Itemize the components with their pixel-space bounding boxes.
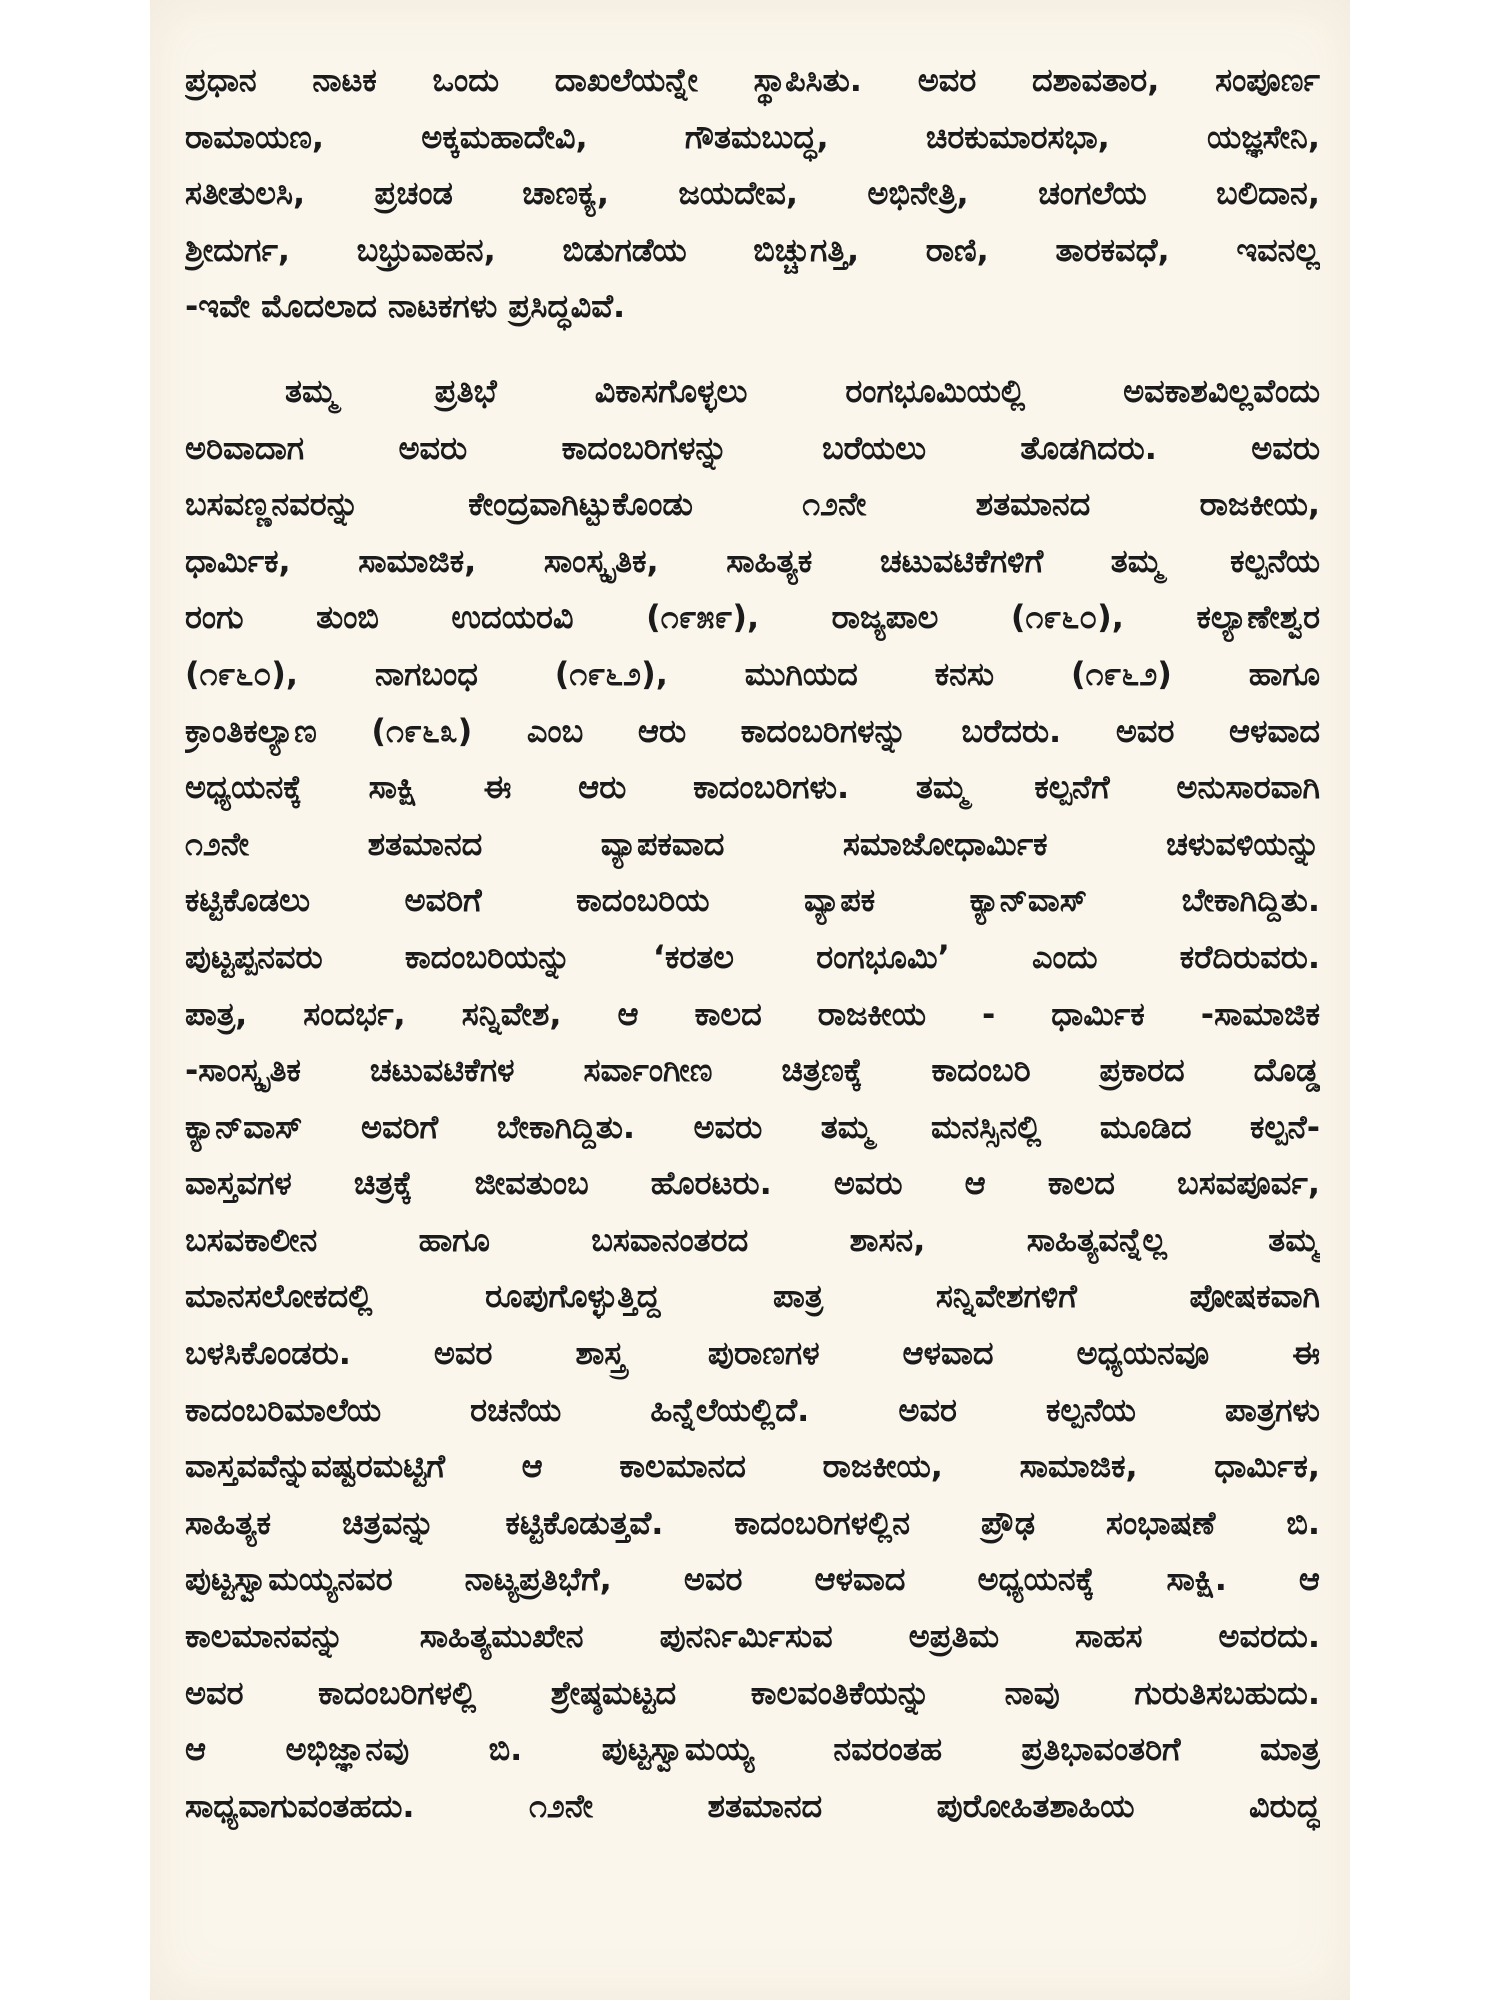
text-line: ಬಳಸಿಕೊಂಡರು. ಅವರ ಶಾಸ್ತ್ರ ಪುರಾಣಗಳ ಆಳವಾದ ಅಧ್ಯಯನವೂ ಈ [185, 1334, 1320, 1373]
text-line: ರಂಗು ತುಂಬಿ ಉದಯರವಿ (೧೯೫೯), ರಾಜ್ಯಪಾಲ (೧೯೬೦), ಕಲ್ಯಾಣೇಶ್ವರ [185, 598, 1320, 637]
text-line: ಶ್ರೀದುರ್ಗ, ಬಭ್ರುವಾಹನ, ಬಿಡುಗಡೆಯ ಬಿಚ್ಚುಗತ್ತಿ, ರಾಣಿ, ತಾರಕವಧೆ, ಇವನಲ್ಲ [185, 230, 1320, 269]
text-line: ಸಾಧ್ಯವಾಗುವಂತಹದು. ೧೨ನೇ ಶತಮಾನದ ಪುರೋಹಿತಶಾಹಿಯ ವಿರುದ್ಧ [185, 1786, 1320, 1825]
text-line: ಕ್ರಾಂತಿಕಲ್ಯಾಣ (೧೯೬೩) ಎಂಬ ಆರು ಕಾದಂಬರಿಗಳನ್ನು ಬರೆದರು. ಅವರ ಆಳವಾದ [185, 711, 1320, 750]
text-line: ವಾಸ್ತವಗಳ ಚಿತ್ರಕ್ಕೆ ಜೀವತುಂಬ ಹೊರಟರು. ಅವರು ಆ ಕಾಲದ ಬಸವಪೂರ್ವ, [185, 1164, 1320, 1203]
text-line: ವಾಸ್ತವವೆನ್ನುವಷ್ಟರಮಟ್ಟಿಗೆ ಆ ಕಾಲಮಾನದ ರಾಜಕೀಯ, ಸಾಮಾಜಿಕ, ಧಾರ್ಮಿಕ, [185, 1447, 1320, 1486]
paragraph-1 [185, 52, 1320, 335]
text-line: ಆ ಅಭಿಜ್ಞಾನವು ಬಿ. ಪುಟ್ಟಸ್ವಾಮಯ್ಯ ನವರಂತಹ ಪ್ರತಿಭಾವಂತರಿಗೆ ಮಾತ್ರ [185, 1730, 1320, 1769]
text-line: ಕಾದಂಬರಿಮಾಲೆಯ ರಚನೆಯ ಹಿನ್ನೆಲೆಯಲ್ಲಿದೆ. ಅವರ ಕಲ್ಪನೆಯ ಪಾತ್ರಗಳು [185, 1390, 1320, 1429]
text-line: ೧೨ನೇ ಶತಮಾನದ ವ್ಯಾಪಕವಾದ ಸಮಾಜೋಧಾರ್ಮಿಕ ಚಳುವಳಿಯನ್ನು [185, 824, 1320, 863]
paragraph-2 [185, 363, 1320, 1834]
text-line: ಅಧ್ಯಯನಕ್ಕೆ ಸಾಕ್ಷಿ ಈ ಆರು ಕಾದಂಬರಿಗಳು. ತಮ್ಮ ಕಲ್ಪನೆಗೆ ಅನುಸಾರವಾಗಿ [185, 768, 1320, 807]
text-line: ಬಸವಕಾಲೀನ ಹಾಗೂ ಬಸವಾನಂತರದ ಶಾಸನ, ಸಾಹಿತ್ಯವನ್ನೆಲ್ಲ ತಮ್ಮ [185, 1220, 1320, 1259]
text-line: ಧಾರ್ಮಿಕ, ಸಾಮಾಜಿಕ, ಸಾಂಸ್ಕೃತಿಕ, ಸಾಹಿತ್ಯಕ ಚಟುವಟಿಕೆಗಳಿಗೆ ತಮ್ಮ ಕಲ್ಪನೆಯ [185, 541, 1320, 580]
document-body [185, 52, 1320, 1834]
text-line: ತಮ್ಮ ಪ್ರತಿಭೆ ವಿಕಾಸಗೊಳ್ಳಲು ರಂಗಭೂಮಿಯಲ್ಲಿ ಅವಕಾಶವಿಲ್ಲವೆಂದು [285, 371, 1320, 410]
text-line: ಅವರ ಕಾದಂಬರಿಗಳಲ್ಲಿ ಶ್ರೇಷ್ಠಮಟ್ಟದ ಕಾಲವಂತಿಕೆಯನ್ನು ನಾವು ಗುರುತಿಸಬಹುದು. [185, 1673, 1320, 1712]
paragraph-gap [185, 335, 1320, 363]
text-line: (೧೯೬೦), ನಾಗಬಂಧ (೧೯೬೨), ಮುಗಿಯದ ಕನಸು (೧೯೬೨) ಹಾಗೂ [185, 654, 1320, 693]
text-line: ಪ್ರಧಾನ ನಾಟಕ ಒಂದು ದಾಖಲೆಯನ್ನೇ ಸ್ಥಾಪಿಸಿತು. ಅವರ ದಶಾವತಾರ, ಸಂಪೂರ್ಣ [185, 61, 1320, 99]
text-line: ಪಾತ್ರ, ಸಂದರ್ಭ, ಸನ್ನಿವೇಶ, ಆ ಕಾಲದ ರಾಜಕೀಯ - ಧಾರ್ಮಿಕ -ಸಾಮಾಜಿಕ [185, 994, 1320, 1033]
text-line: ಸತೀತುಲಸಿ, ಪ್ರಚಂಡ ಚಾಣಕ್ಯ, ಜಯದೇವ, ಅಭಿನೇತ್ರಿ, ಚಂಗಲೆಯ ಬಲಿದಾನ, [185, 174, 1320, 213]
text-line: -ಇವೇ ಮೊದಲಾದ ನಾಟಕಗಳು ಪ್ರಸಿದ್ಧವಿವೆ. [185, 287, 626, 326]
text-line: ಬಸವಣ್ಣನವರನ್ನು ಕೇಂದ್ರವಾಗಿಟ್ಟುಕೊಂಡು ೧೨ನೇ ಶತಮಾನದ ರಾಜಕೀಯ, [185, 485, 1320, 524]
text-line: ಸಾಹಿತ್ಯಕ ಚಿತ್ರವನ್ನು ಕಟ್ಟಿಕೊಡುತ್ತವೆ. ಕಾದಂಬರಿಗಳಲ್ಲಿನ ಪ್ರೌಢ ಸಂಭಾಷಣೆ ಬಿ. [185, 1503, 1320, 1542]
text-line: -ಸಾಂಸ್ಕೃತಿಕ ಚಟುವಟಿಕೆಗಳ ಸರ್ವಾಂಗೀಣ ಚಿತ್ರಣಕ್ಕೆ ಕಾದಂಬರಿ ಪ್ರಕಾರದ ದೊಡ್ಡ [185, 1051, 1320, 1090]
text-line: ಅರಿವಾದಾಗ ಅವರು ಕಾದಂಬರಿಗಳನ್ನು ಬರೆಯಲು ತೊಡಗಿದರು. ಅವರು [185, 428, 1320, 467]
text-line: ಮಾನಸಲೋಕದಲ್ಲಿ ರೂಪುಗೊಳ್ಳುತ್ತಿದ್ದ ಪಾತ್ರ ಸನ್ನಿವೇಶಗಳಿಗೆ ಪೋಷಕವಾಗಿ [185, 1277, 1320, 1316]
text-line: ರಾಮಾಯಣ, ಅಕ್ಕಮಹಾದೇವಿ, ಗೌತಮಬುದ್ಧ, ಚಿರಕುಮಾರಸಭಾ, ಯಜ್ಞಸೇನಿ, [185, 117, 1320, 156]
text-line: ಕ್ಯಾನ್‌ವಾಸ್ ಅವರಿಗೆ ಬೇಕಾಗಿದ್ದಿತು. ಅವರು ತಮ್ಮ ಮನಸ್ಸಿನಲ್ಲಿ ಮೂಡಿದ ಕಲ್ಪನೆ- [185, 1107, 1320, 1146]
text-line: ಪುಟ್ಟಪ್ಪನವರು ಕಾದಂಬರಿಯನ್ನು ‘ಕರತಲ ರಂಗಭೂಮಿ’ ಎಂದು ಕರೆದಿರುವರು. [185, 937, 1320, 976]
text-line: ಪುಟ್ಟಸ್ವಾಮಯ್ಯನವರ ನಾಟ್ಯಪ್ರತಿಭೆಗೆ, ಅವರ ಆಳವಾದ ಅಧ್ಯಯನಕ್ಕೆ ಸಾಕ್ಷಿ. ಆ [185, 1560, 1320, 1599]
text-line: ಕಟ್ಟಿಕೊಡಲು ಅವರಿಗೆ ಕಾದಂಬರಿಯ ವ್ಯಾಪಕ ಕ್ಯಾನ್‌ವಾಸ್ ಬೇಕಾಗಿದ್ದಿತು. [185, 881, 1320, 920]
text-line: ಕಾಲಮಾನವನ್ನು ಸಾಹಿತ್ಯಮುಖೇನ ಪುನರ್ನಿರ್ಮಿಸುವ ಅಪ್ರತಿಮ ಸಾಹಸ ಅವರದು. [185, 1617, 1320, 1656]
